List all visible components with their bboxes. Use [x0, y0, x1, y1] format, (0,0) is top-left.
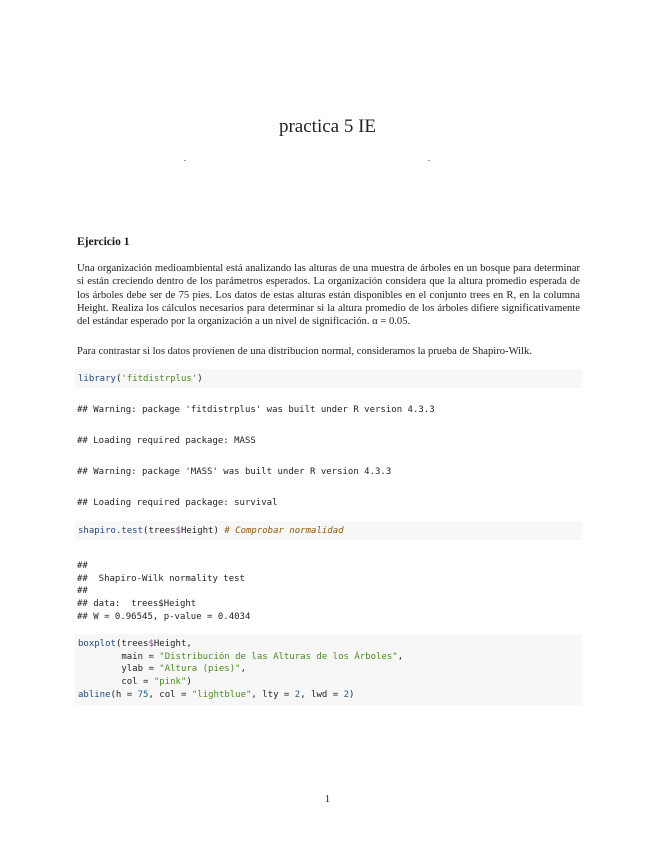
method-paragraph: Para contrastar si los datos provienen de una distribucion normal, consideramos la prueba de Shapiro-Wilk.	[77, 346, 532, 357]
code-args: , lty =	[251, 689, 295, 700]
exercise-paragraph: Una organización medioambiental está analizando las alturas de una muestra de árboles en un bosque para determinar si están creciendo dentro de los parámetros esperados. La organización considera que la altura promedio esperada de los árboles debe ser de 75 pies. Los datos de estas alturas están disponibles en el conjunto trees en R, en la columna Height. Realiza los cálculos necesarios para determinar si la altura promedio de los árboles difiere significativamente del estándar esperado por la organización a un nivel de significación. α = 0.05.	[77, 263, 580, 328]
code-string: "pink"	[153, 677, 187, 688]
code-args: , col =	[148, 689, 192, 700]
code-function: abline	[78, 689, 111, 700]
artifact-dot-right	[428, 160, 430, 161]
code-string: "Altura (pies)"	[159, 664, 241, 675]
code-block-library	[75, 369, 582, 388]
scan-artifacts	[0, 160, 655, 162]
code-args: (trees	[115, 639, 149, 649]
code-string: "Distribución de las Alturas de los Árboles"	[159, 651, 398, 662]
code-punct: ,	[397, 651, 404, 662]
document-title: practica 5 IE	[278, 116, 377, 137]
output-loading-mass: ## Loading required package: MASS	[77, 436, 256, 446]
code-field: Height)	[180, 526, 219, 536]
output-warning-mass: ## Warning: package 'MASS' was built under R version 4.3.3	[77, 467, 392, 477]
output-loading-survival: ## Loading required package: survival	[77, 498, 278, 508]
code-punct: (	[115, 374, 122, 384]
code-block-boxplot	[75, 634, 582, 705]
shapiro-output-line: ## data: trees$Height	[77, 599, 197, 610]
code-punct: )	[348, 689, 355, 700]
code-args: (h =	[110, 689, 138, 700]
code-key: ylab =	[78, 664, 160, 675]
code-comment: # Comprobar normalidad	[224, 526, 344, 536]
code-block-shapiro	[75, 521, 582, 540]
page-number: 1	[324, 794, 331, 805]
code-string: "lightblue"	[191, 689, 252, 700]
code-punct: )	[186, 677, 192, 688]
code-key: main =	[78, 651, 160, 662]
code-args: , lwd =	[300, 689, 344, 700]
code-operator: $	[175, 526, 181, 536]
code-string: 'fitdistrplus'	[121, 374, 198, 384]
code-punct: ,	[240, 664, 246, 675]
code-key: col =	[78, 677, 154, 688]
code-operator: $	[148, 639, 154, 649]
shapiro-output-line: ##	[77, 586, 88, 597]
code-function: library	[78, 374, 116, 384]
code-function: shapiro.test	[78, 526, 144, 536]
code-args: (trees	[143, 526, 176, 536]
shapiro-output-line: ## Shapiro-Wilk normality test	[77, 573, 245, 584]
section-heading: Ejercicio 1	[77, 236, 130, 248]
code-number: 75	[137, 689, 149, 700]
shapiro-output-line: ##	[77, 561, 88, 571]
code-number: 2	[343, 689, 349, 700]
artifact-dot-left	[184, 160, 186, 161]
shapiro-output-line: ## W = 0.96545, p-value = 0.4034	[77, 611, 251, 622]
code-field: Height,	[153, 639, 192, 649]
code-number: 2	[294, 689, 301, 700]
code-function: boxplot	[78, 639, 116, 649]
output-warning-fitdistrplus: ## Warning: package 'fitdistrplus' was built under R version 4.3.3	[77, 405, 435, 415]
code-punct: )	[197, 374, 203, 384]
